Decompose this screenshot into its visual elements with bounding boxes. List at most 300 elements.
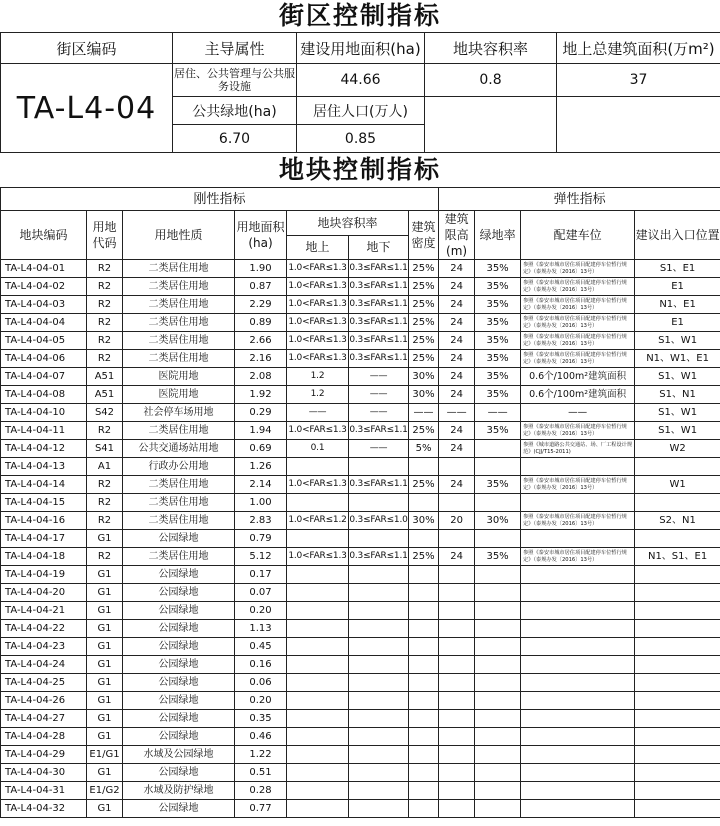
cell-far-below: —— xyxy=(349,386,409,404)
header-plot-code: 地块编码 xyxy=(1,211,87,260)
cell-density: 30% xyxy=(409,512,439,530)
table-row xyxy=(1,368,720,386)
cell-green-rate: 35% xyxy=(475,548,521,566)
cell-density xyxy=(409,602,439,620)
cell-far-above xyxy=(287,458,349,476)
cell-green-rate xyxy=(475,800,521,818)
cell-far-below xyxy=(349,584,409,602)
cell-use-type: 公园绿地 xyxy=(123,692,235,710)
cell-green-rate: —— xyxy=(475,404,521,422)
cell-density xyxy=(409,620,439,638)
cell-entrance: S1、W1 xyxy=(635,332,720,350)
cell-entrance xyxy=(635,674,720,692)
table-row xyxy=(1,350,720,368)
cell-height xyxy=(439,782,475,800)
cell-density: —— xyxy=(409,404,439,422)
cell-use-type: 二类居住用地 xyxy=(123,494,235,512)
cell-height xyxy=(439,494,475,512)
cell-far-above xyxy=(287,782,349,800)
cell-use-code: R2 xyxy=(87,512,123,530)
cell-use-type: 公园绿地 xyxy=(123,638,235,656)
cell-height xyxy=(439,728,475,746)
cell-use-type: 公共交通场站用地 xyxy=(123,440,235,458)
cell-parking: 参照《泰安市城市居住项目配建停车位暂行规定》（泰规办发〔2016〕13号） xyxy=(521,332,635,350)
cell-green-rate xyxy=(475,782,521,800)
cell-use-type: 二类居住用地 xyxy=(123,476,235,494)
cell-area: 1.00 xyxy=(235,494,287,512)
cell-parking xyxy=(521,530,635,548)
cell-density xyxy=(409,638,439,656)
cell-far-below: 0.3≤FAR≤1.1 xyxy=(349,332,409,350)
cell-parking xyxy=(521,692,635,710)
table-row xyxy=(1,746,720,764)
header-far-above: 地上 xyxy=(287,235,349,260)
cell-parking: —— xyxy=(521,404,635,422)
cell-use-code: G1 xyxy=(87,656,123,674)
cell-height: 24 xyxy=(439,440,475,458)
cell-use-code: R2 xyxy=(87,494,123,512)
cell-entrance: N1、W1、E1 xyxy=(635,350,720,368)
cell-plot-code: TA-L4-04-30 xyxy=(1,764,87,782)
cell-plot-code: TA-L4-04-22 xyxy=(1,620,87,638)
table-row xyxy=(1,386,720,404)
district-empty-cell xyxy=(557,97,720,153)
population-value: 0.85 xyxy=(297,125,425,153)
table-row xyxy=(1,278,720,296)
district-header-far: 地块容积率 xyxy=(425,33,557,64)
cell-use-code: A1 xyxy=(87,458,123,476)
cell-density: 25% xyxy=(409,350,439,368)
cell-far-above xyxy=(287,674,349,692)
cell-use-type: 公园绿地 xyxy=(123,728,235,746)
cell-far-below xyxy=(349,620,409,638)
cell-green-rate xyxy=(475,494,521,512)
cell-plot-code: TA-L4-04-02 xyxy=(1,278,87,296)
table-row xyxy=(1,800,720,818)
cell-height xyxy=(439,656,475,674)
cell-height: —— xyxy=(439,404,475,422)
table-row xyxy=(1,782,720,800)
cell-use-code: A51 xyxy=(87,368,123,386)
district-header-row xyxy=(1,33,720,64)
cell-area: 0.17 xyxy=(235,566,287,584)
cell-far-below xyxy=(349,692,409,710)
cell-use-code: R2 xyxy=(87,332,123,350)
cell-green-rate: 35% xyxy=(475,350,521,368)
plot-title: 地块控制指标 xyxy=(278,155,441,184)
cell-entrance xyxy=(635,530,720,548)
cell-use-type: 行政办公用地 xyxy=(123,458,235,476)
cell-far-above: 1.0<FAR≤1.3 xyxy=(287,422,349,440)
cell-parking xyxy=(521,746,635,764)
cell-far-below: —— xyxy=(349,440,409,458)
cell-green-rate xyxy=(475,530,521,548)
cell-area: 2.66 xyxy=(235,332,287,350)
cell-plot-code: TA-L4-04-06 xyxy=(1,350,87,368)
cell-use-type: 公园绿地 xyxy=(123,710,235,728)
district-total-area: 37 xyxy=(557,64,720,97)
cell-far-above xyxy=(287,710,349,728)
cell-green-rate xyxy=(475,746,521,764)
cell-use-type: 水域及防护绿地 xyxy=(123,782,235,800)
cell-use-code: E1/G2 xyxy=(87,782,123,800)
cell-area: 2.83 xyxy=(235,512,287,530)
cell-parking xyxy=(521,728,635,746)
cell-height: 24 xyxy=(439,386,475,404)
cell-far-above: 1.0<FAR≤1.3 xyxy=(287,332,349,350)
table-row xyxy=(1,260,720,278)
cell-area: 0.79 xyxy=(235,530,287,548)
cell-plot-code: TA-L4-04-28 xyxy=(1,728,87,746)
cell-far-above: 1.0<FAR≤1.3 xyxy=(287,296,349,314)
cell-use-type: 公园绿地 xyxy=(123,566,235,584)
cell-use-type: 二类居住用地 xyxy=(123,332,235,350)
cell-use-code: G1 xyxy=(87,764,123,782)
cell-use-type: 医院用地 xyxy=(123,368,235,386)
cell-density: 5% xyxy=(409,440,439,458)
district-header-attribute: 主导属性 xyxy=(173,33,297,64)
table-row xyxy=(1,584,720,602)
cell-area: 0.28 xyxy=(235,782,287,800)
cell-entrance: S2、N1 xyxy=(635,512,720,530)
table-row xyxy=(1,638,720,656)
cell-green-rate: 35% xyxy=(475,278,521,296)
cell-use-code: G1 xyxy=(87,620,123,638)
cell-far-above: 1.0<FAR≤1.2 xyxy=(287,512,349,530)
cell-height: 24 xyxy=(439,476,475,494)
cell-area: 2.08 xyxy=(235,368,287,386)
cell-far-above xyxy=(287,728,349,746)
cell-use-code: S42 xyxy=(87,404,123,422)
cell-height xyxy=(439,764,475,782)
cell-entrance: S1、N1 xyxy=(635,386,720,404)
cell-far-below xyxy=(349,764,409,782)
cell-parking xyxy=(521,638,635,656)
cell-parking: 0.6个/100m²建筑面积 xyxy=(521,386,635,404)
cell-parking: 参照《泰安市城市居住项目配建停车位暂行规定》（泰规办发〔2016〕13号） xyxy=(521,512,635,530)
cell-far-above: 1.2 xyxy=(287,368,349,386)
cell-use-type: 水域及公园绿地 xyxy=(123,746,235,764)
cell-plot-code: TA-L4-04-01 xyxy=(1,260,87,278)
cell-height: 24 xyxy=(439,314,475,332)
cell-entrance xyxy=(635,494,720,512)
cell-far-below xyxy=(349,566,409,584)
cell-entrance xyxy=(635,692,720,710)
cell-plot-code: TA-L4-04-16 xyxy=(1,512,87,530)
cell-far-above: 1.0<FAR≤1.3 xyxy=(287,548,349,566)
cell-far-below: —— xyxy=(349,404,409,422)
flexible-header: 弹性指标 xyxy=(439,188,720,211)
green-value: 6.70 xyxy=(173,125,297,153)
cell-far-below xyxy=(349,530,409,548)
cell-use-code: R2 xyxy=(87,548,123,566)
cell-density xyxy=(409,494,439,512)
cell-far-below: 0.3≤FAR≤1.1 xyxy=(349,314,409,332)
cell-density: 25% xyxy=(409,296,439,314)
cell-area: 0.06 xyxy=(235,674,287,692)
cell-use-type: 医院用地 xyxy=(123,386,235,404)
cell-plot-code: TA-L4-04-29 xyxy=(1,746,87,764)
cell-density xyxy=(409,800,439,818)
cell-entrance xyxy=(635,458,720,476)
cell-density xyxy=(409,746,439,764)
cell-height: 24 xyxy=(439,368,475,386)
cell-green-rate: 35% xyxy=(475,386,521,404)
cell-use-code: G1 xyxy=(87,602,123,620)
cell-entrance: S1、W1 xyxy=(635,368,720,386)
district-code: TA-L4-04 xyxy=(1,64,173,153)
rigid-header: 刚性指标 xyxy=(1,188,439,211)
cell-parking xyxy=(521,674,635,692)
cell-area: 0.87 xyxy=(235,278,287,296)
cell-area: 0.20 xyxy=(235,692,287,710)
cell-parking xyxy=(521,620,635,638)
cell-use-code: G1 xyxy=(87,800,123,818)
cell-parking: 参照《泰安市城市居住项目配建停车位暂行规定》（泰规办发〔2016〕13号） xyxy=(521,314,635,332)
cell-far-below: 0.3≤FAR≤1.1 xyxy=(349,422,409,440)
cell-entrance: E1 xyxy=(635,314,720,332)
cell-height xyxy=(439,530,475,548)
cell-plot-code: TA-L4-04-07 xyxy=(1,368,87,386)
cell-density: 30% xyxy=(409,368,439,386)
cell-plot-code: TA-L4-04-25 xyxy=(1,674,87,692)
header-area: 用地面积(ha) xyxy=(235,211,287,260)
table-row xyxy=(1,674,720,692)
cell-density xyxy=(409,530,439,548)
cell-area: 0.51 xyxy=(235,764,287,782)
cell-plot-code: TA-L4-04-13 xyxy=(1,458,87,476)
cell-area: 0.46 xyxy=(235,728,287,746)
cell-height: 24 xyxy=(439,296,475,314)
cell-far-below xyxy=(349,656,409,674)
cell-far-above: 1.0<FAR≤1.3 xyxy=(287,260,349,278)
cell-far-above xyxy=(287,692,349,710)
cell-use-type: 公园绿地 xyxy=(123,764,235,782)
cell-use-type: 公园绿地 xyxy=(123,584,235,602)
cell-parking xyxy=(521,584,635,602)
cell-density: 30% xyxy=(409,386,439,404)
cell-use-type: 二类居住用地 xyxy=(123,350,235,368)
cell-height: 24 xyxy=(439,350,475,368)
header-green-rate: 绿地率 xyxy=(475,211,521,260)
cell-far-above xyxy=(287,746,349,764)
table-row xyxy=(1,566,720,584)
cell-far-below xyxy=(349,800,409,818)
cell-far-below: 0.3≤FAR≤1.1 xyxy=(349,278,409,296)
cell-entrance: S1、W1 xyxy=(635,404,720,422)
cell-height xyxy=(439,674,475,692)
cell-far-above: 1.0<FAR≤1.3 xyxy=(287,476,349,494)
district-far: 0.8 xyxy=(425,64,557,97)
cell-area: 0.89 xyxy=(235,314,287,332)
table-row xyxy=(1,332,720,350)
header-far-below: 地下 xyxy=(349,235,409,260)
cell-density xyxy=(409,656,439,674)
cell-green-rate xyxy=(475,638,521,656)
cell-entrance xyxy=(635,800,720,818)
cell-area: 1.92 xyxy=(235,386,287,404)
cell-green-rate xyxy=(475,440,521,458)
cell-area: 0.07 xyxy=(235,584,287,602)
cell-use-type: 二类居住用地 xyxy=(123,422,235,440)
cell-parking: 参照《泰安市城市居住项目配建停车位暂行规定》（泰规办发〔2016〕13号） xyxy=(521,422,635,440)
cell-plot-code: TA-L4-04-21 xyxy=(1,602,87,620)
cell-area: 0.77 xyxy=(235,800,287,818)
green-label: 公共绿地(ha) xyxy=(173,97,297,125)
cell-density xyxy=(409,728,439,746)
cell-entrance xyxy=(635,746,720,764)
cell-area: 1.26 xyxy=(235,458,287,476)
cell-plot-code: TA-L4-04-04 xyxy=(1,314,87,332)
cell-plot-code: TA-L4-04-18 xyxy=(1,548,87,566)
cell-green-rate: 35% xyxy=(475,332,521,350)
cell-use-code: R2 xyxy=(87,260,123,278)
cell-green-rate xyxy=(475,692,521,710)
cell-density: 25% xyxy=(409,476,439,494)
cell-entrance: S1、W1 xyxy=(635,422,720,440)
cell-height: 24 xyxy=(439,278,475,296)
cell-green-rate: 35% xyxy=(475,476,521,494)
header-far: 地块容积率 xyxy=(287,211,409,236)
cell-area: 2.29 xyxy=(235,296,287,314)
cell-density: 25% xyxy=(409,332,439,350)
district-title: 街区控制指标 xyxy=(278,1,441,30)
cell-entrance xyxy=(635,584,720,602)
cell-far-above xyxy=(287,800,349,818)
cell-parking xyxy=(521,458,635,476)
cell-parking xyxy=(521,602,635,620)
cell-parking xyxy=(521,566,635,584)
cell-entrance xyxy=(635,566,720,584)
cell-entrance: W1 xyxy=(635,476,720,494)
cell-height xyxy=(439,800,475,818)
cell-far-above xyxy=(287,656,349,674)
cell-use-code: R2 xyxy=(87,476,123,494)
cell-density xyxy=(409,782,439,800)
cell-parking xyxy=(521,710,635,728)
cell-plot-code: TA-L4-04-24 xyxy=(1,656,87,674)
cell-parking: 参照《泰安市城市居住项目配建停车位暂行规定》（泰规办发〔2016〕13号） xyxy=(521,278,635,296)
cell-far-below xyxy=(349,710,409,728)
cell-plot-code: TA-L4-04-05 xyxy=(1,332,87,350)
cell-area: 1.22 xyxy=(235,746,287,764)
cell-use-code: A51 xyxy=(87,386,123,404)
cell-far-above xyxy=(287,566,349,584)
district-empty-cell xyxy=(425,97,557,153)
cell-use-code: G1 xyxy=(87,566,123,584)
plot-header-row xyxy=(1,211,720,236)
cell-far-above xyxy=(287,764,349,782)
cell-height xyxy=(439,692,475,710)
header-height: 建筑限高(m) xyxy=(439,211,475,260)
cell-plot-code: TA-L4-04-12 xyxy=(1,440,87,458)
cell-use-type: 二类居住用地 xyxy=(123,260,235,278)
table-row xyxy=(1,620,720,638)
cell-far-below xyxy=(349,458,409,476)
cell-plot-code: TA-L4-04-20 xyxy=(1,584,87,602)
cell-height xyxy=(439,620,475,638)
cell-green-rate xyxy=(475,674,521,692)
cell-area: 1.94 xyxy=(235,422,287,440)
cell-plot-code: TA-L4-04-11 xyxy=(1,422,87,440)
cell-use-code: G1 xyxy=(87,530,123,548)
cell-height xyxy=(439,710,475,728)
district-header-code: 街区编码 xyxy=(1,33,173,64)
cell-density: 25% xyxy=(409,422,439,440)
cell-plot-code: TA-L4-04-32 xyxy=(1,800,87,818)
cell-parking: 参照《泰安市城市居住项目配建停车位暂行规定》（泰规办发〔2016〕13号） xyxy=(521,476,635,494)
district-table xyxy=(0,32,720,153)
cell-plot-code: TA-L4-04-03 xyxy=(1,296,87,314)
cell-area: 1.90 xyxy=(235,260,287,278)
table-row xyxy=(1,692,720,710)
cell-use-type: 公园绿地 xyxy=(123,800,235,818)
cell-use-code: R2 xyxy=(87,350,123,368)
cell-entrance: N1、E1 xyxy=(635,296,720,314)
cell-far-above xyxy=(287,620,349,638)
cell-far-above xyxy=(287,638,349,656)
cell-parking xyxy=(521,800,635,818)
cell-far-above: 0.1 xyxy=(287,440,349,458)
cell-use-code: G1 xyxy=(87,710,123,728)
cell-plot-code: TA-L4-04-08 xyxy=(1,386,87,404)
cell-height: 24 xyxy=(439,332,475,350)
table-row xyxy=(1,314,720,332)
cell-use-code: S41 xyxy=(87,440,123,458)
table-row xyxy=(1,602,720,620)
cell-area: 0.16 xyxy=(235,656,287,674)
cell-far-below: 0.3≤FAR≤1.1 xyxy=(349,548,409,566)
cell-green-rate xyxy=(475,566,521,584)
cell-far-below: 0.3≤FAR≤1.1 xyxy=(349,350,409,368)
cell-use-code: G1 xyxy=(87,638,123,656)
cell-far-above xyxy=(287,584,349,602)
cell-use-type: 公园绿地 xyxy=(123,620,235,638)
table-row xyxy=(1,764,720,782)
cell-area: 0.35 xyxy=(235,710,287,728)
cell-use-type: 二类居住用地 xyxy=(123,314,235,332)
cell-area: 0.29 xyxy=(235,404,287,422)
cell-density xyxy=(409,764,439,782)
table-row xyxy=(1,512,720,530)
district-header-total-area: 地上总建筑面积(万m²) xyxy=(557,33,720,64)
plot-table-body xyxy=(1,260,720,818)
cell-area: 0.45 xyxy=(235,638,287,656)
cell-height xyxy=(439,602,475,620)
cell-far-below xyxy=(349,674,409,692)
cell-green-rate: 35% xyxy=(475,260,521,278)
cell-density xyxy=(409,458,439,476)
table-row xyxy=(1,440,720,458)
cell-far-above: 1.0<FAR≤1.3 xyxy=(287,350,349,368)
header-density: 建筑密度 xyxy=(409,211,439,260)
cell-green-rate xyxy=(475,764,521,782)
plot-table xyxy=(0,187,720,818)
cell-height xyxy=(439,638,475,656)
cell-use-type: 二类居住用地 xyxy=(123,296,235,314)
cell-height: 20 xyxy=(439,512,475,530)
header-entrance: 建议出入口位置 xyxy=(635,211,720,260)
cell-green-rate xyxy=(475,728,521,746)
cell-green-rate xyxy=(475,458,521,476)
cell-green-rate: 35% xyxy=(475,296,521,314)
cell-far-above: 1.0<FAR≤1.3 xyxy=(287,314,349,332)
cell-area: 5.12 xyxy=(235,548,287,566)
cell-use-type: 公园绿地 xyxy=(123,674,235,692)
table-row xyxy=(1,530,720,548)
cell-far-above: 1.0<FAR≤1.3 xyxy=(287,278,349,296)
cell-height: 24 xyxy=(439,260,475,278)
